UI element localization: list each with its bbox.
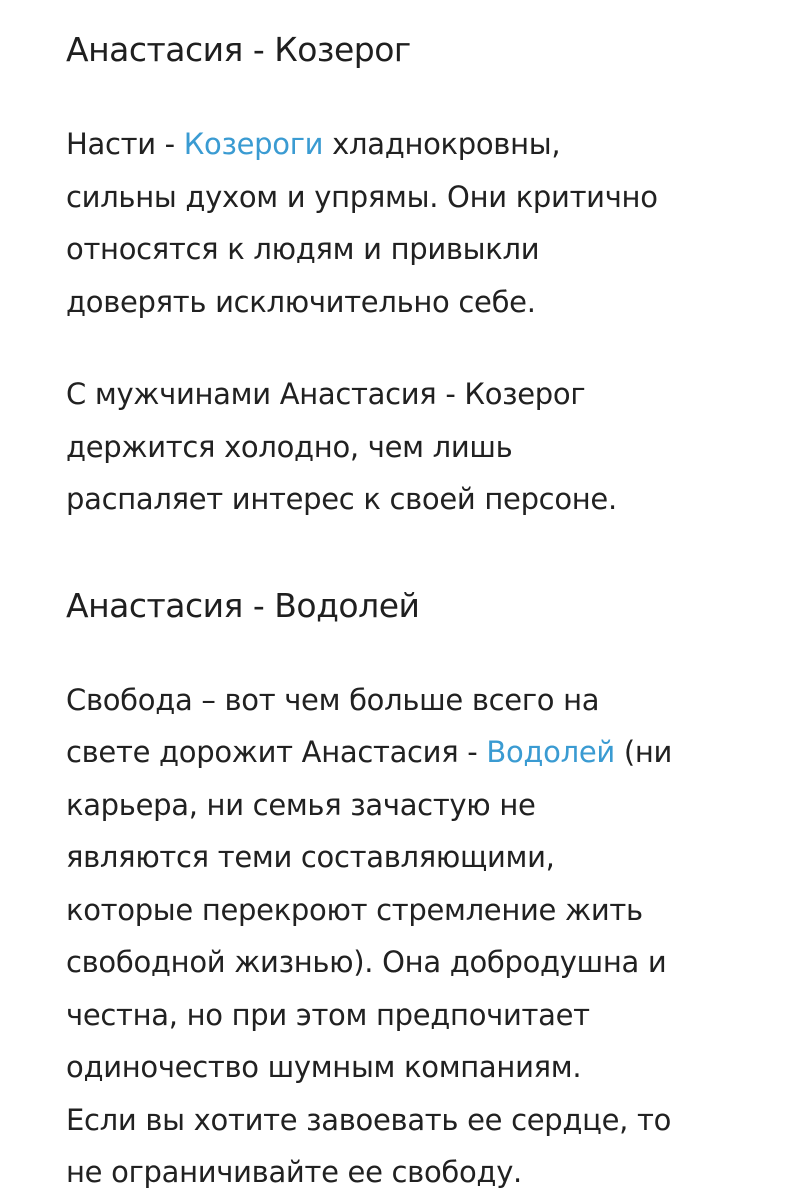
text-line: Если вы хотите завоевать ее сердце, то [66, 1102, 672, 1137]
text-line: Свобода – вот чем больше всего на [66, 682, 600, 717]
text-line: С мужчинами Анастасия - Козерог [66, 377, 586, 411]
text-line: относятся к людям и привыкли [66, 232, 540, 266]
section-title-aquarius: Анастасия - Водолей [66, 585, 420, 625]
text-fragment: (ни [614, 735, 673, 769]
text-line: доверять исключительно себе. [66, 284, 536, 319]
text-fragment: свете дорожит Анастасия - [66, 735, 487, 769]
paragraph-capricorn-traits [66, 118, 760, 328]
capricorn-link[interactable]: Козероги [183, 127, 324, 161]
aquarius-link[interactable]: Водолей [486, 735, 615, 769]
text-line: карьера, ни семья зачастую не [66, 787, 536, 822]
text-line: держится холодно, чем лишь [66, 429, 513, 464]
text-line: свободной жизнью). Она добродушна и [66, 945, 667, 979]
paragraph-aquarius-traits [66, 674, 760, 1199]
text-line: не ограничивайте ее свободу. [66, 1155, 522, 1189]
text-fragment: хладнокровны, [323, 127, 561, 161]
section-title-capricorn: Анастасия - Козерог [66, 30, 411, 69]
text-line [66, 726, 760, 779]
text-line: которые перекроют стремление жить [66, 892, 643, 927]
text-fragment: Насти - [66, 127, 184, 161]
text-line: сильны духом и упрямы. Они критично [66, 179, 658, 214]
text-line [66, 118, 760, 171]
text-line: честна, но при этом предпочитает [66, 997, 590, 1032]
text-line: являются теми составляющими, [66, 840, 555, 874]
text-line: одиночество шумным компаниям. [66, 1050, 582, 1084]
paragraph-capricorn-men [66, 368, 760, 526]
text-line: распаляет интерес к своей персоне. [66, 482, 617, 516]
